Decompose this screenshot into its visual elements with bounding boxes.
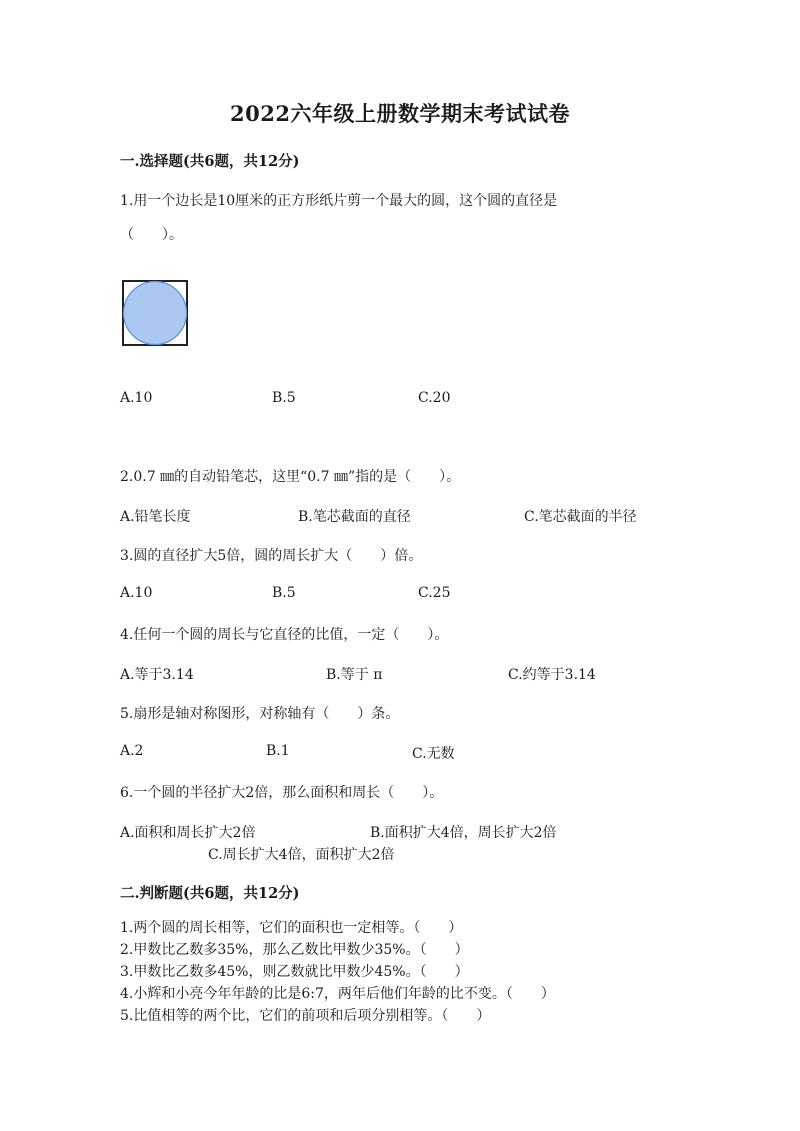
question-3-option-b: B.5 [272,585,296,601]
judgement-item-1: 1.两个圆的周长相等，它们的面积也一定相等。（ ） [120,920,463,936]
question-1-stem-cont: （ ）。 [120,227,183,243]
square-circle-figure [122,280,188,346]
question-4-option-c: C.约等于3.14 [508,667,596,683]
question-6-option-b: B.面积扩大4倍，周长扩大2倍 [370,825,557,841]
question-6-option-a: A.面积和周长扩大2倍 [120,825,256,841]
question-3-stem: 3.圆的直径扩大5倍，圆的周长扩大（ ）倍。 [120,548,423,564]
question-1-option-a: A.10 [120,390,153,406]
question-1-stem: 1.用一个边长是10厘米的正方形纸片剪一个最大的圆，这个圆的直径是 [120,193,558,209]
section-heading-judgement: 二.判断题(共6题，共12分) [120,885,300,902]
question-3-option-c: C.25 [418,585,451,601]
page-title: 2022六年级上册数学期末考试试卷 [230,101,570,126]
judgement-item-2: 2.甲数比乙数多35%，那么乙数比甲数少35%。（ ） [120,942,469,958]
inscribed-circle [124,282,187,345]
question-5-option-c: C.无数 [412,746,455,762]
question-5-stem: 5.扇形是轴对称图形，对称轴有（ ）条。 [120,706,400,722]
question-2-option-c: C.笔芯截面的半径 [524,509,637,525]
question-3-option-a: A.10 [120,585,153,601]
judgement-item-5: 5.比值相等的两个比，它们的前项和后项分别相等。（ ） [120,1008,491,1024]
question-6-option-c: C.周长扩大4倍，面积扩大2倍 [208,847,395,863]
question-4-option-a: A.等于3.14 [120,667,194,683]
question-1-option-c: C.20 [418,390,451,406]
question-4-stem: 4.任何一个圆的周长与它直径的比值，一定（ ）。 [120,627,449,643]
question-1-option-b: B.5 [272,390,296,406]
question-2-option-b: B.笔芯截面的直径 [298,509,411,525]
judgement-item-3: 3.甲数比乙数多45%，则乙数就比甲数少45%。（ ） [120,964,469,980]
question-5-option-b: B.1 [266,743,290,759]
question-2-option-a: A.铅笔长度 [120,509,191,525]
question-2-stem: 2.0.7 ㎜的自动铅笔芯，这里“0.7 ㎜”指的是（ ）。 [120,469,461,485]
question-5-option-a: A.2 [120,743,144,759]
section-heading-choice: 一.选择题(共6题，共12分) [120,153,300,170]
judgement-item-4: 4.小辉和小亮今年年龄的比是6:7，两年后他们年龄的比不变。（ ） [120,986,555,1002]
question-6-stem: 6.一个圆的半径扩大2倍，那么面积和周长（ ）。 [120,785,444,801]
question-4-option-b: B.等于 π [326,667,383,683]
